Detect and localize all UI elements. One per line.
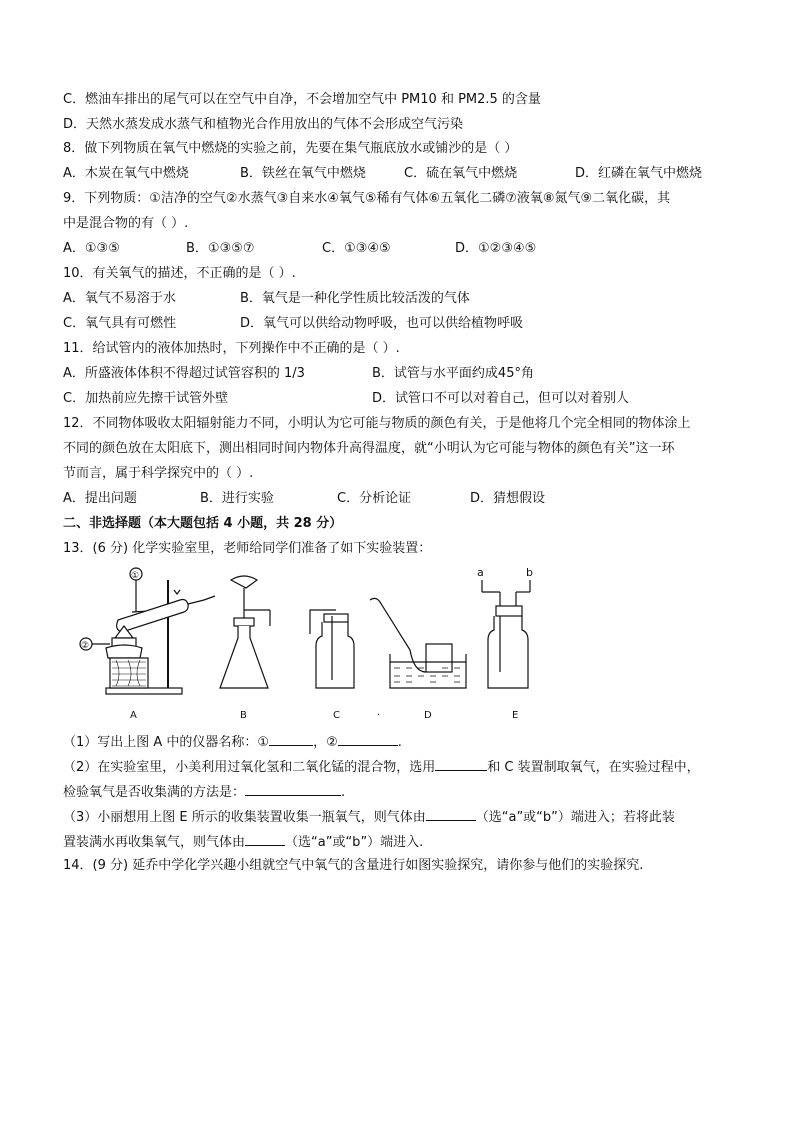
q8-option-d: D．红磷在氧气中燃烧 <box>575 166 703 181</box>
q13-part3-end2: （选“a”或“b”）端进入. <box>285 835 424 850</box>
q12-stem-line3: 节而言，属于科学探究中的（ ）. <box>63 466 254 481</box>
section-heading: 二、非选择题（本大题包括 4 小题，共 28 分） <box>63 516 343 531</box>
q8-option-b: B．铁丝在氧气中燃烧 <box>240 166 366 181</box>
q13-stem: 13．(6 分) 化学实验室里，老师给同学们准备了如下实验装置： <box>63 541 432 556</box>
label-b: b <box>526 566 533 579</box>
q9-option-c: C．①③④⑤ <box>322 241 391 256</box>
apparatus-b <box>220 576 270 721</box>
answer-blank-4[interactable] <box>245 782 341 796</box>
q11-option-d: D．试管口不可以对着自己，但可以对着别人 <box>372 391 630 406</box>
q13-part3-end: （选“a”或“b”）端进入；若将此装 <box>475 810 675 825</box>
q13-part1 <box>63 732 402 752</box>
q12-option-a: A．提出问题 <box>63 491 137 506</box>
answer-blank-2[interactable] <box>338 732 398 746</box>
callout-1: ① <box>131 571 140 581</box>
q13-part2-end2: . <box>341 785 346 800</box>
q13-part1-sep: ，② <box>313 735 338 750</box>
q8-option-c: C．硫在氧气中燃烧 <box>404 166 518 181</box>
q13-part2-line2 <box>63 782 345 802</box>
caption-c: C <box>333 710 340 721</box>
q10-stem: 10．有关氧气的描述，不正确的是（ ）. <box>63 266 296 281</box>
q12-stem-line2: 不同的颜色放在太阳底下，测出相同时间内物体升高得温度，就“小明认为它可能与物体的颜色有关”这一环 <box>63 441 675 456</box>
q11-option-a: A．所盛液体体积不得超过试管容积的 1/3 <box>63 366 305 381</box>
q13-part1-end: . <box>397 735 402 750</box>
apparatus-a <box>80 568 215 721</box>
q10-option-d: D．氧气可以供给动物呼吸，也可以供给植物呼吸 <box>240 316 524 331</box>
q7-option-c: C．燃油车排出的尾气可以在空气中自净，不会增加空气中 PM10 和 PM2.5 的含量 <box>63 92 541 107</box>
q13-part2-line1 <box>63 757 700 777</box>
caption-e: E <box>512 710 519 721</box>
apparatus-d <box>370 598 466 721</box>
apparatus-figure <box>70 560 570 725</box>
q14-stem: 14．(9 分) 延乔中学化学兴趣小组就空气中氧气的含量进行如图实验探究，请你参与他们的实验探究. <box>63 858 644 873</box>
q7-option-d: D．天然水蒸发成水蒸气和植物光合作用放出的气体不会形成空气污染 <box>63 117 464 132</box>
q13-part1-text: （1）写出上图 A 中的仪器名称：① <box>63 735 270 750</box>
apparatus-c <box>310 610 354 721</box>
answer-blank-1[interactable] <box>269 732 313 746</box>
label-a: a <box>477 566 484 579</box>
q9-stem-line2: 中是混合物的有（ ）. <box>63 216 189 231</box>
q13-part3-line2 <box>63 832 423 852</box>
q13-part2-text: （2）在实验室里，小美利用过氧化氢和二氧化锰的混合物，选用 <box>63 760 436 775</box>
q13-part3-text2: 置装满水再收集氧气，则气体由 <box>63 835 246 850</box>
q8-stem: 8．做下列物质在氧气中燃烧的实验之前，先要在集气瓶底放水或铺沙的是（ ） <box>63 141 518 156</box>
answer-blank-6[interactable] <box>245 832 285 846</box>
q13-part2-end: 和 C 装置制取氧气，在实验过程中， <box>487 760 700 775</box>
q10-option-a: A．氧气不易溶于水 <box>63 291 176 306</box>
q8-option-a: A．木炭在氧气中燃烧 <box>63 166 189 181</box>
q11-option-b: B．试管与水平面约成45°角 <box>372 366 534 381</box>
q10-option-b: B．氧气是一种化学性质比较活泼的气体 <box>240 291 470 306</box>
q13-part3-line1 <box>63 807 675 827</box>
q12-option-c: C．分析论证 <box>337 491 412 506</box>
q10-option-c: C．氧气具有可燃性 <box>63 316 177 331</box>
caption-d: D <box>424 710 432 721</box>
answer-blank-5[interactable] <box>426 807 476 821</box>
q9-stem-line1: 9．下列物质：①洁净的空气②水蒸气③自来水④氧气⑤稀有气体⑥五氧化二磷⑦液氧⑧氮气⑨二氧化碳，其 <box>63 191 671 206</box>
q12-stem-line1: 12．不同物体吸收太阳辐射能力不同，小明认为它可能与物质的颜色有关，于是他将几个完全相同的物体涂上 <box>63 416 691 431</box>
answer-blank-3[interactable] <box>435 757 487 771</box>
q9-option-a: A．①③⑤ <box>63 241 120 256</box>
apparatus-e <box>477 566 533 721</box>
q12-option-b: B．进行实验 <box>200 491 274 506</box>
figure-dot: · <box>377 710 381 721</box>
q13-part3-text: （3）小丽想用上图 E 所示的收集装置收集一瓶氧气，则气体由 <box>63 810 426 825</box>
q11-stem: 11．给试管内的液体加热时，下列操作中不正确的是（ ）. <box>63 341 400 356</box>
q13-part2-text2: 检验氧气是否收集满的方法是： <box>63 785 246 800</box>
q9-option-b: B．①③⑤⑦ <box>186 241 255 256</box>
caption-b: B <box>240 710 247 721</box>
caption-a: A <box>130 710 137 721</box>
callout-2: ② <box>81 641 90 651</box>
q11-option-c: C．加热前应先擦干试管外壁 <box>63 391 229 406</box>
q9-option-d: D．①②③④⑤ <box>455 241 537 256</box>
q12-option-d: D．猜想假设 <box>470 491 546 506</box>
